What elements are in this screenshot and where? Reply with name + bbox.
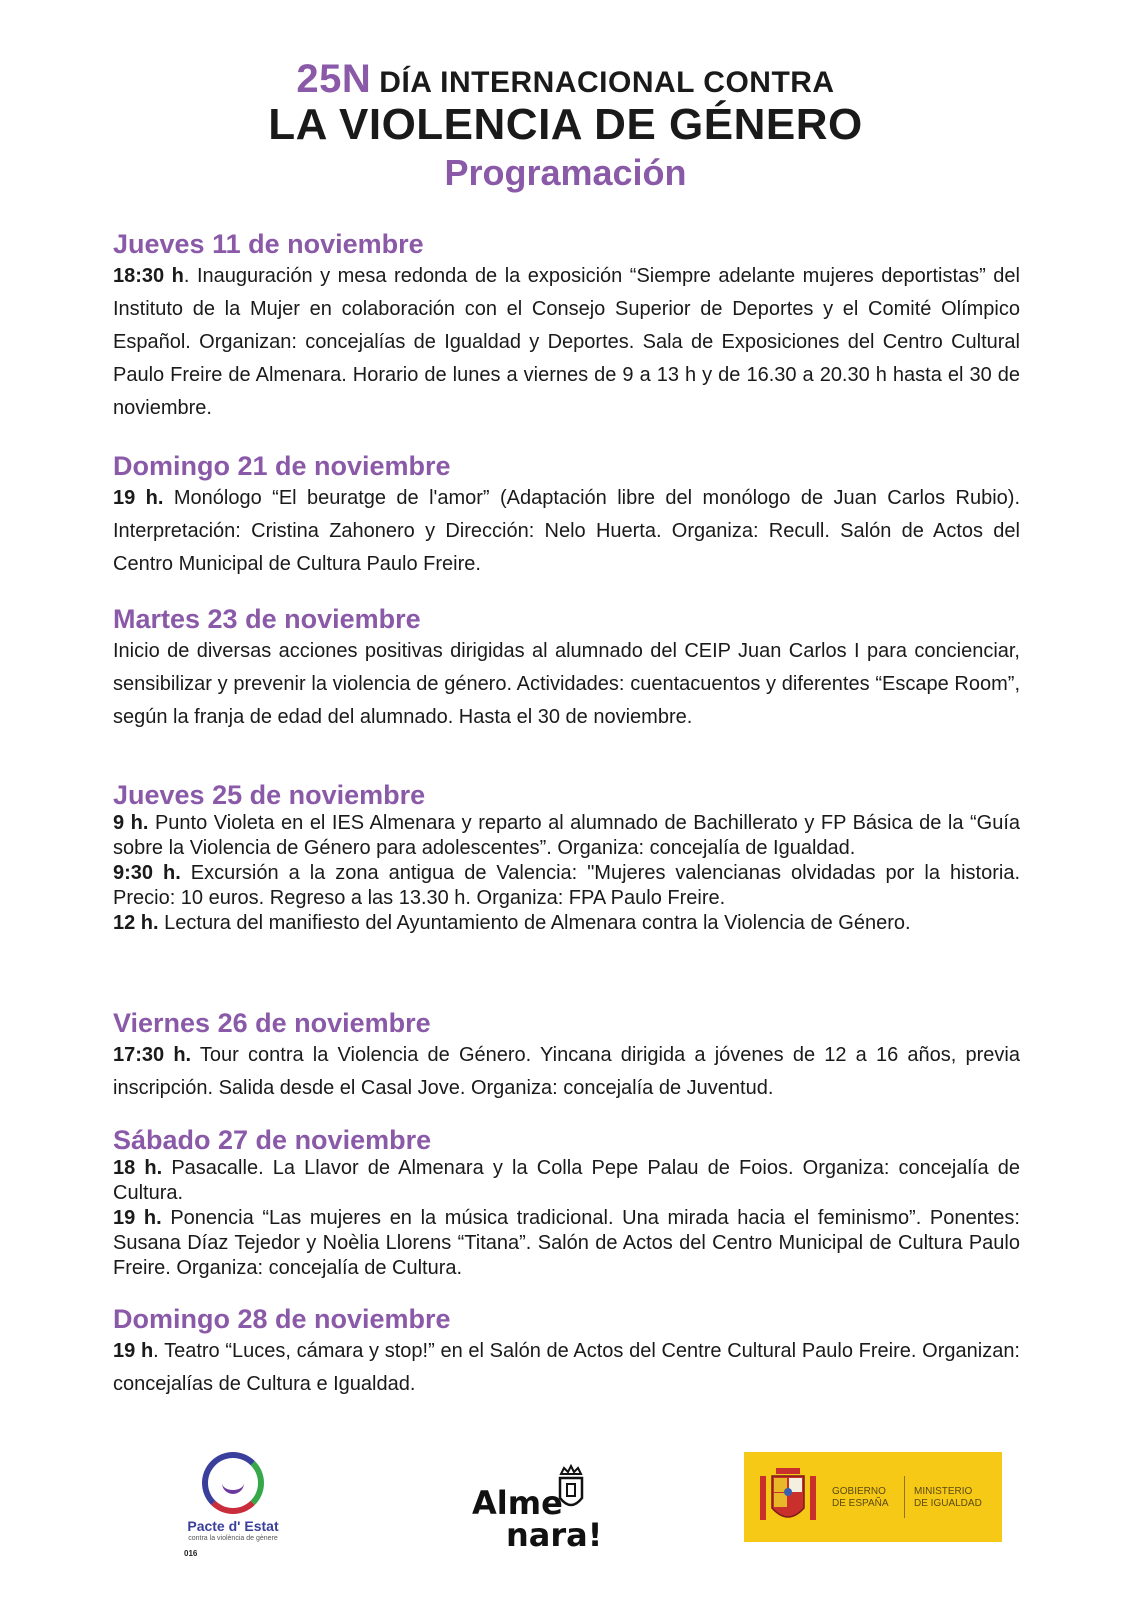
entry-text: Pasacalle. La Llavor de Almenara y la Colla Pepe Palau de Foios. Organiza: concejalía de Cultura. bbox=[113, 1157, 1021, 1204]
entry bbox=[113, 861, 1020, 911]
entry-time: 17:30 h. bbox=[113, 1044, 192, 1066]
almenara-logo bbox=[472, 1464, 602, 1554]
day-heading: Sábado 27 de noviembre bbox=[113, 1125, 432, 1155]
entry-text: Tour contra la Violencia de Género. Yincana dirigida a jóvenes de 12 a 16 años, previa inscripción. Salida desde el Casal Jove. Organiza: concejalía de Juventud. bbox=[113, 1044, 1020, 1099]
entry-time: 9 h. bbox=[113, 812, 149, 834]
title-line-2: LA VIOLENCIA DE GÉNERO bbox=[268, 100, 863, 149]
entry-text: Punto Violeta en el IES Almenara y reparto al alumnado de Bachillerato y FP Básica de la “Guía sobre la Violencia de Género para adolescentes”. Organiza: concejalía de Igualdad. bbox=[113, 812, 1020, 859]
pacte-name: Pacte d' Estat bbox=[187, 1518, 279, 1534]
entry-text: Inicio de diversas acciones positivas dirigidas al alumnado del CEIP Juan Carlos I para concienciar, sensibilizar y prevenir la violencia de género. Actividades: cuentacuentos y diferentes “Escape Room”, según la franja de edad del alumnado. Hasta el 30 de noviembre. bbox=[113, 640, 1020, 728]
sponsor-logos bbox=[0, 1452, 1131, 1562]
entry-time: 12 h. bbox=[113, 912, 159, 934]
title-tag: 25N bbox=[296, 57, 372, 101]
title-line-1 bbox=[0, 57, 1131, 101]
title-line-1-text: DÍA INTERNACIONAL CONTRA bbox=[379, 66, 835, 99]
section-domingo-28 bbox=[113, 1303, 1020, 1401]
section-jueves-11 bbox=[113, 228, 1020, 425]
day-heading: Jueves 11 de noviembre bbox=[113, 229, 424, 259]
gobierno-espana-logo bbox=[744, 1452, 1002, 1542]
day-heading: Domingo 21 de noviembre bbox=[113, 451, 451, 481]
entry bbox=[113, 260, 1020, 425]
pacte-ring-icon bbox=[202, 1452, 264, 1514]
entry bbox=[113, 635, 1020, 734]
entry-text: . Inauguración y mesa redonda de la exposición “Siempre adelante mujeres deportistas” del Instituto de la Mujer en colaboración con el Consejo Superior de Deportes y el Comité Olímpico Español. Organizan: concejalías de Igualdad y Deportes. Sala de Exposiciones del Centro Cultural Paulo Freire de Almenara. Horario de lunes a viernes de 9 a 13 h y de 16.30 a 20.30 h hasta el 30 de noviembre. bbox=[113, 265, 1020, 419]
logo-divider bbox=[904, 1476, 905, 1518]
ministerio-label: MINISTERIO DE IGUALDAD bbox=[914, 1486, 982, 1509]
day-heading: Jueves 25 de noviembre bbox=[113, 780, 426, 810]
section-domingo-21 bbox=[113, 450, 1020, 581]
entry bbox=[113, 1335, 1020, 1401]
pacte-subtitle: contra la violència de gènere bbox=[188, 1535, 278, 1542]
gobierno-label: GOBIERNO DE ESPAÑA bbox=[832, 1486, 889, 1509]
day-heading: Viernes 26 de noviembre bbox=[113, 1008, 431, 1038]
section-martes-23 bbox=[113, 603, 1020, 734]
almenara-word-top: Alme bbox=[472, 1484, 563, 1522]
entry-text: Ponencia “Las mujeres en la música tradicional. Una mirada hacia el feminismo”. Ponentes: Susana Díaz Tejedor y Noèlia Llorens “Titana”. Salón de Actos del Centro Municipal de Cultura Paulo Freire. Organiza: concejalía de Cultura. bbox=[113, 1207, 1020, 1279]
entry-text: Excursión a la zona antigua de Valencia: "Mujeres valencianas olvidadas por la historia. Precio: 10 euros. Regreso a las 13.30 h. Organiza: FPA Paulo Freire. bbox=[113, 862, 1021, 909]
pacte-estat-logo bbox=[178, 1452, 288, 1562]
entry-time: 19 h. bbox=[113, 487, 164, 509]
section-sabado-27 bbox=[113, 1124, 1020, 1281]
entry bbox=[113, 1039, 1020, 1105]
entry bbox=[113, 482, 1020, 581]
programme-heading: Programación bbox=[444, 152, 687, 193]
entry bbox=[113, 1156, 1020, 1206]
almenara-word-bottom: nara! bbox=[506, 1516, 603, 1554]
pacte-016: 016 bbox=[184, 1549, 198, 1558]
entry-time: 19 h. bbox=[113, 1207, 162, 1229]
poster-header bbox=[0, 57, 1131, 196]
entry bbox=[113, 1206, 1020, 1281]
entry-text: Lectura del manifiesto del Ayuntamiento de Almenara contra la Violencia de Género. bbox=[158, 912, 911, 934]
entry bbox=[113, 911, 1020, 936]
entry-time: 18 h. bbox=[113, 1157, 163, 1179]
entry bbox=[113, 811, 1020, 861]
section-viernes-26 bbox=[113, 1007, 1020, 1105]
entry-text: Monólogo “El beuratge de l'amor” (Adaptación libre del monólogo de Juan Carlos Rubio). Interpretación: Cristina Zahonero y Dirección: Nelo Huerta. Organiza: Recull. Salón de Actos del Centro Municipal de Cultura Paulo Freire. bbox=[113, 487, 1020, 575]
spain-coat-of-arms-icon bbox=[756, 1462, 820, 1532]
almenara-crest-icon bbox=[556, 1464, 586, 1514]
entry-time: 18:30 h bbox=[113, 265, 184, 287]
entry-time: 9:30 h. bbox=[113, 862, 181, 884]
entry-time: 19 h bbox=[113, 1340, 154, 1362]
entry-text: . Teatro “Luces, cámara y stop!” en el Salón de Actos del Centre Cultural Paulo Freire. Organizan: concejalías de Cultura e Igualdad. bbox=[113, 1340, 1020, 1395]
section-jueves-25 bbox=[113, 779, 1020, 936]
day-heading: Martes 23 de noviembre bbox=[113, 604, 421, 634]
day-heading: Domingo 28 de noviembre bbox=[113, 1304, 451, 1334]
